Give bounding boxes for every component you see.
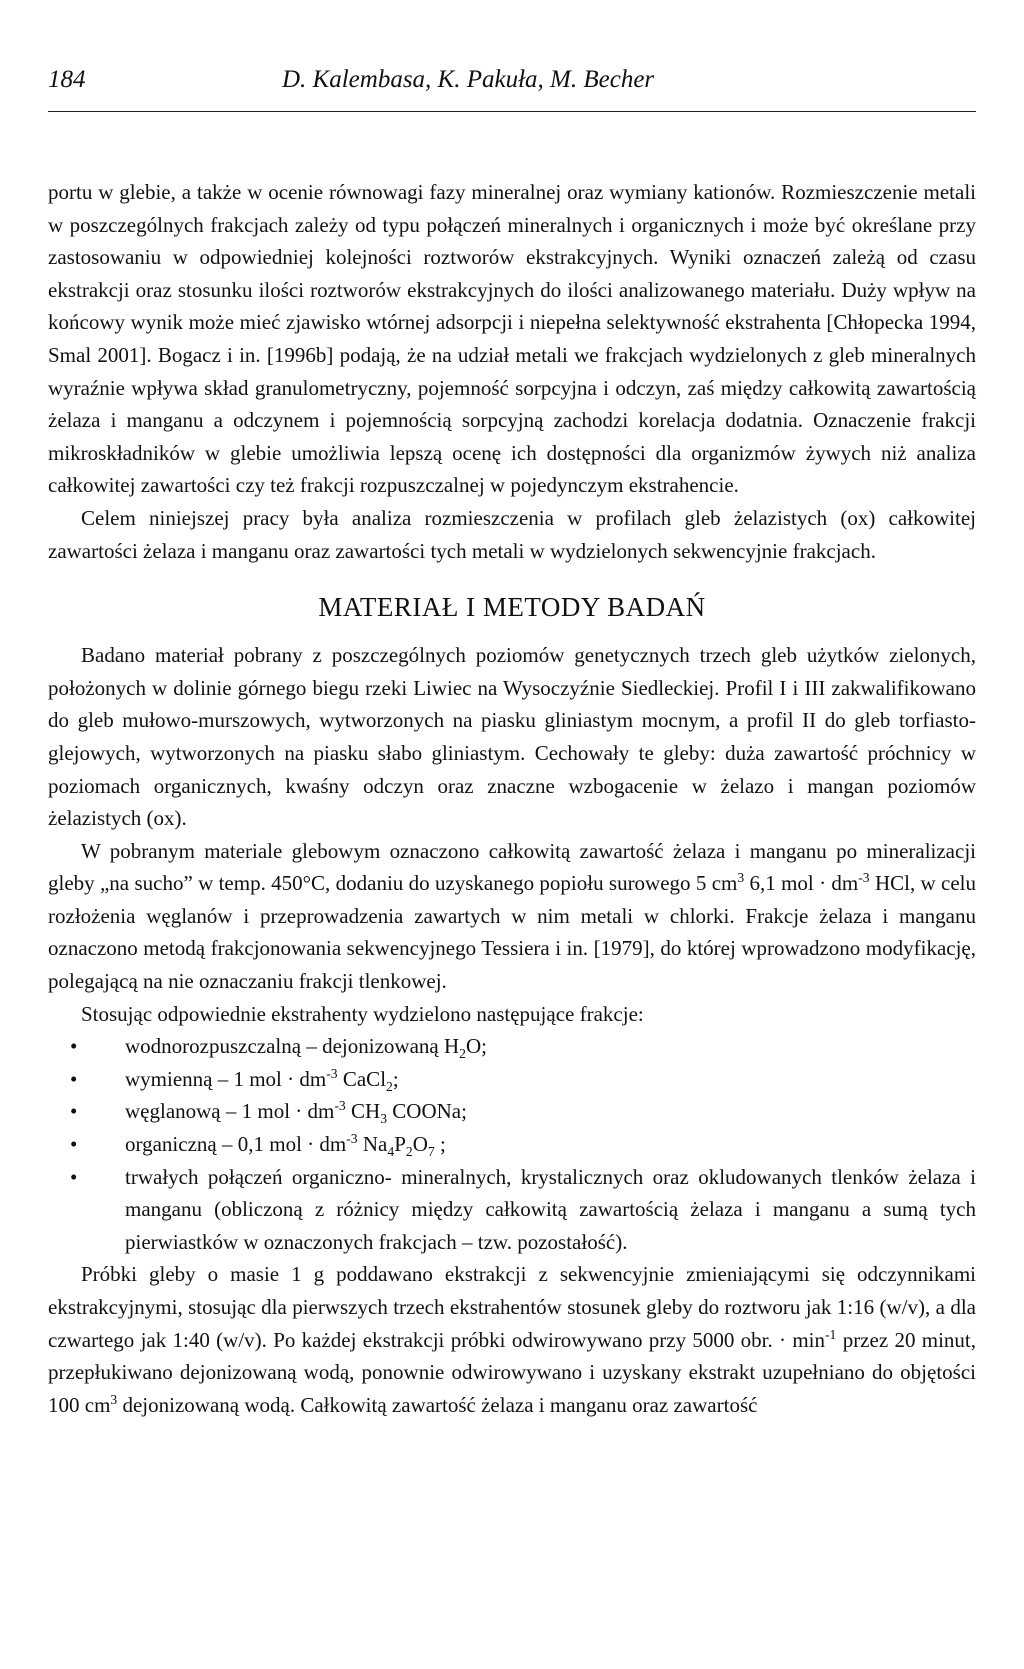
section-heading: MATERIAŁ I METODY BADAŃ	[318, 592, 706, 623]
list-item: • wymienną – 1 mol · $dm^{-3}$ CaCl$_2$;	[48, 1063, 976, 1096]
list-item: • wodnorozpuszczalną – dejonizowaną $H_2O$;	[48, 1030, 976, 1063]
methods-paragraph-1: Badano materiał pobrany z poszczególnych poziomów genetycznych trzech gleb użytków zielonych, położonych w dolinie górnego biegu rzeki Liwiec na Wysoczyźnie Siedleckiej. Profil I i III zakwalifikowano do gleb mułowo-murszowych, wytworzonych na piasku gliniastym mocnym, a profil II do gleb torfiasto-glejowych, wytworzonych na piasku słabo gliniastym. Cechowały te gleby: duża zawartość próchnicy w poziomach organicznych, kwaśny odczyn oraz znaczne wzbogacenie w żelazo i mangan poziomów żelazistych (ox).	[48, 643, 976, 831]
bullet-icon: •	[70, 1099, 78, 1124]
list-item: • trwałych połączeń organiczno- mineralnych, krystalicznych oraz okludowanych tlenków żelaza i manganu (obliczoną z różnicy między całkowitą zawartością żelaza i manganu a sumą tych pierwiastków w oznaczonych frakcjach – tzw. pozostałość).	[48, 1161, 976, 1259]
intro-paragraph-1: portu w glebie, a także w ocenie równowagi fazy mineralnej oraz wymiany kationów. Rozmieszczenie metali w poszczególnych frakcjach zależy od typu połączeń mineralnych i organicznych i może być określane przy zastosowaniu w odpowiedniej kolejności roztworów ekstrakcyjnych. Wyniki oznaczeń zależą od czasu ekstrakcji oraz stosunku ilości roztworów ekstrakcyjnych do ilości analizowanego materiału. Duży wpływ na końcowy wynik może mieć zjawisko wtórnej adsorpcji i niepełna selektywność ekstrahenta [Chłopecka 1994, Smal 2001]. Bogacz i in. [1996b] podają, że na udział metali we frakcjach wydzielonych z gleb mineralnych wyraźnie wpływa skład granulometryczny, pojemność sorpcyjna i odczyn, zaś między całkowitą zawartością żelaza i manganu a odczynem i pojemnością sorpcyjną zachodzi korelacja dodatnia. Oznaczenie frakcji mikroskładników w glebie umożliwia lepszą ocenę ich dostępności dla organizmów żywych niż analiza całkowitej zawartości czy też frakcji rozpuszczalnej w pojedynczym ekstrahencie.	[48, 180, 976, 498]
methods-paragraph-4: Próbki gleby o masie 1 g poddawano ekstrakcji z sekwencyjnie zmieniającymi się odczynnikami ekstrakcyjnymi, stosując dla pierwszych trzech ekstrahentów stosunek gleby do roztworu jak 1:16 (w/v), a dla czwartego jak 1:40 (w/v). Po każdej ekstrakcji próbki odwirowywano przy 5000 obr. · $\min^{-1}$ przez 20 minut, przepłukiwano dejonizowaną wodą, ponownie odwirowywano i uzyskany ekstrakt uzupełniano do objętości 100 $cm^3$ dejonizowaną wodą. Całkowitą zawartość żelaza i manganu oraz zawartość	[48, 1262, 976, 1417]
list-item: • organiczną – 0,1 mol · $dm^{-3}$ $Na_4P_2O_7$ ;	[48, 1128, 976, 1161]
fractions-list	[48, 1030, 976, 1258]
bullet-icon: •	[70, 1132, 78, 1157]
header-rule	[48, 111, 976, 112]
running-header-authors: D. Kalembasa, K. Pakuła, M. Becher	[282, 66, 655, 93]
bullet-icon: •	[70, 1066, 78, 1091]
methods-paragraph-2: W pobranym materiale glebowym oznaczono całkowitą zawartość żelaza i manganu po mineralizacji gleby „na sucho” w temp. 450°C, dodaniu do uzyskanego popiołu surowego 5 $cm^3$ 6,1 mol · $dm^{-3}$ HCl, w celu rozłożenia węglanów i przeprowadzenia zawartych w nim metali w chlorki. Frakcje żelaza i manganu oznaczono metodą frakcjonowania sekwencyjnego Tessiera i in. [1979], do której wprowadzono modyfikację, polegającą na nie oznaczaniu frakcji tlenkowej.	[48, 838, 977, 994]
fractions-intro: Stosując odpowiednie ekstrahenty wydzielono następujące frakcje:	[81, 1001, 644, 1026]
intro-paragraph-2: Celem niniejszej pracy była analiza rozmieszczenia w profilach gleb żelazistych (ox) całkowitej zawartości żelaza i manganu oraz zawartości tych metali w wydzielonych sekwencyjnie frakcjach.	[48, 505, 976, 563]
list-item: • węglanową – 1 mol · $dm^{-3}$ $CH_3$ COONa;	[48, 1095, 976, 1128]
article-body	[48, 176, 976, 1421]
running-header	[48, 66, 976, 100]
page-number: 184	[48, 66, 86, 93]
bullet-icon: •	[70, 1164, 78, 1189]
bullet-icon: •	[70, 1034, 78, 1059]
